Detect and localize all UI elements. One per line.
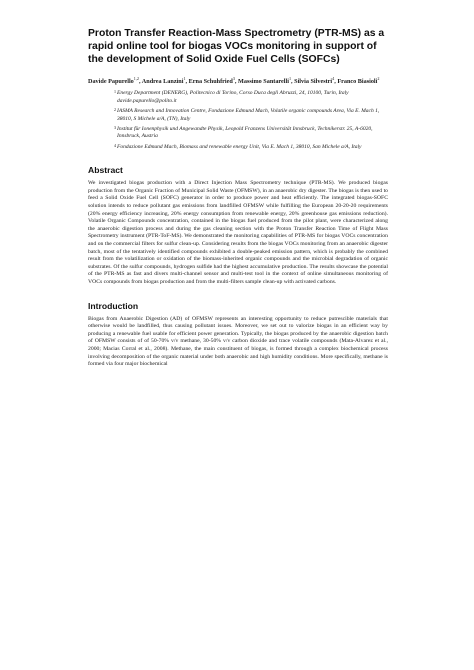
introduction-text: Biogas from Anaerobic Digestion (AD) of OFMSW represents an interesting opportunity to reduce putrescible materials that otherwise would be landfilled, thus causing pollutant issues. Moreover, we set out to valorize biogas in an efficient way by producing a renewable fuel usable for efficient power generation. Typically, the biogas produced by the anaerobic digestion batch of OFMSW consists of of 50-70% v/v methane, 30-50% v/v carbon dioxide and trace volatile compounds (Mata-Alvarez et al., 2000; Macias Corral et al., 2008). Methane, the main constituent of biogas, is formed through a complex biochemical process involving decomposition of the organic material under both anaerobic and high humidity conditions. More specifically, methane is formed via four major biochemical <box>88 315 388 368</box>
affiliation-text: IASMA Research and Innovation Centre, Fondazione Edmund Mach, Volatile organic compounds Area, Via E. Mach 1, 38010, S Michele a/A, (TN), Italy <box>117 108 380 122</box>
abstract-heading: Abstract <box>88 165 123 176</box>
author-separator: , <box>139 78 142 86</box>
affiliation-marker: 3 <box>114 125 116 131</box>
author-name: Silvia Silvestri <box>294 78 333 86</box>
affiliation-list <box>88 90 388 151</box>
author-affiliation-marker: 2 <box>377 76 380 82</box>
author-affiliation-marker: 3 <box>232 76 235 82</box>
author-affiliation-marker: 4 <box>332 76 335 82</box>
affiliation-marker: 2 <box>114 107 116 113</box>
author-name: Erna Schuhfried <box>188 78 233 86</box>
author-list <box>88 75 388 86</box>
paper-page <box>88 28 388 369</box>
affiliation-item <box>114 125 382 141</box>
affiliation-item <box>114 89 382 105</box>
affiliation-item <box>114 107 382 123</box>
affiliation-marker: 4 <box>114 142 116 148</box>
author-separator: , <box>334 78 338 86</box>
affiliation-item <box>114 142 382 151</box>
affiliation-marker: 1 <box>114 89 116 95</box>
author-affiliation-marker: 1 <box>288 76 292 82</box>
author-name: Andrea Lanzini <box>141 78 184 86</box>
author-separator: , <box>185 78 189 86</box>
affiliation-text: Energy Department (DENERG), Politecnico di Torino, Corso Duca degli Abruzzi, 24, 10100, Turin, Italy davide.papurello@polito.it <box>117 90 349 104</box>
author-affiliation-marker: 1 <box>183 76 186 82</box>
author-separator: , <box>291 78 295 86</box>
introduction-heading: Introduction <box>88 300 139 311</box>
author-name: Davide Papurello <box>88 78 134 86</box>
author-name: Franco Biasioli <box>337 78 378 86</box>
author-affiliation-marker: 1,2 <box>133 76 140 82</box>
affiliation-text: Fondazione Edmund Mach, Biomass and renewable energy Unit, Via E. Mach 1, 38010, San Michele a/A, Italy <box>117 143 362 150</box>
author-name: Massimo Santarelli <box>238 78 289 86</box>
paper-title: Proton Transfer Reaction-Mass Spectrometry (PTR-MS) as a rapid online tool for biogas VOCs monitoring in support of the development of Solid Oxide Fuel Cells (SOFCs) <box>88 28 385 65</box>
abstract-text: We investigated biogas production with a Direct Injection Mass Spectrometry technique (PTR-MS). We produced biogas production from the Organic Fraction of Municipal Solid Waste (OFMSW), in an anaerobic dry digester. The biogas is then used to feed a Solid Oxide Fuel Cell (SOFC) generator in order to produce power and heat efficiently. The integrated biogas-SOFC solution intends to reduce pollutant gas emissions from landfilled OFMSW while fulfilling the European 20-20-20 requirements (20% energy efficiency increasing, 20% energy consumption from renewable energy, 20% greenhouse gas emissions reduction). Volatile Organic Compounds concentration, contained in the biogas fuel produced from the pilot plant, were characterized along the anaerobic digestion process and during the gas cleaning section with the Proton Transfer Reaction Time of Flight Mass Spectrometry instrument (PTR-ToF-MS). We demonstrated the monitoring capabilities of PTR-MS for biogas VOCs concentration and on the commercial filters for sulfur clean-up. Considering results from the biogas VOCs monitoring from an anaerobic digester batch, most of the tentatively identified compounds exhibited a double-peaked emission pattern, which is probably the combined result from the volatilization or oxidation of the biomass-inherited organic compounds and the microbial degradation of organic substrates. Of the sulfur compounds, hydrogen sulfide had the highest accumulative production. The results showcase the potential of the PTR-MS as fast and divers multi-channel sensor and multi-test tool in the context of online simultaneous monitoring of VOCs compounds from biogas production and from the multi-filters sample clean-up with activated carbons. <box>88 180 388 286</box>
affiliation-text: Institut für Ionenphysik und Angewandte Physik, Leopold Franzens Universität Innsbruck, Technikerstr. 25, A-6020, Innsbruck, Austria <box>117 126 373 140</box>
author-separator: , <box>234 78 239 86</box>
